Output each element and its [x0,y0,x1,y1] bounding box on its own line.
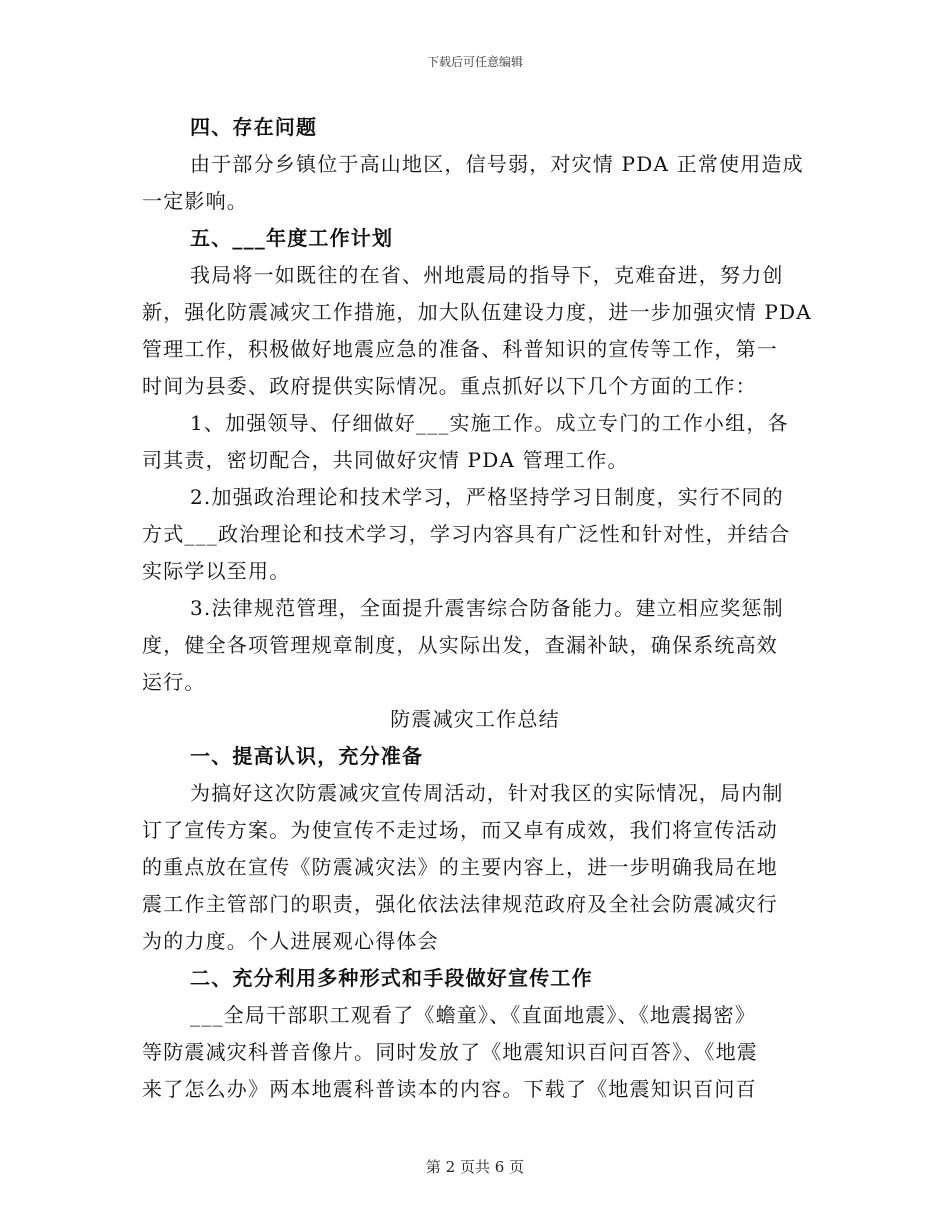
paragraph-line: 2.加强政治理论和技术学习，严格坚持学习日制度，实行不同的 [190,485,784,509]
section-heading-awareness: 一、提高认识，充分准备 [190,744,424,768]
paragraph-line: 实际学以至用。 [142,559,291,583]
paragraph-line: 1、加强领导、仔细做好___实施工作。成立专门的工作小组，各 [190,411,789,435]
paragraph-line: ___全局干部职工观看了《蟾童》、《直面地震》、《地震揭密》 [190,1003,756,1027]
paragraph-line: 时间为县委、政府提供实际情况。重点抓好以下几个方面的工作： [142,374,757,398]
paragraph-line: 的重点放在宣传《防震减灾法》的主要内容上，进一步明确我局在地 [142,855,778,879]
page-footer: 第 2 页共 6 页 [425,1158,525,1176]
paragraph-line: 3.法律规范管理，全面提升震害综合防备能力。建立相应奖惩制 [190,596,784,620]
section-heading-plan: 五、___年度工作计划 [190,226,394,250]
paragraph-line: 为的力度。个人进展观心得体会 [142,929,439,953]
document-title: 防震减灾工作总结 [390,707,560,731]
paragraph-line: 等防震减灾科普音像片。同时发放了《地震知识百问百答》、《地震 [142,1040,758,1064]
paragraph-line: 运行。 [142,670,206,694]
paragraph-line: 新，强化防震减灾工作措施，加大队伍建设力度，进一步加强灾情 PDA [142,300,812,324]
paragraph-line: 订了宣传方案。为使宣传不走过场，而又卓有成效，我们将宣传活动 [142,818,778,842]
paragraph-line: 为搞好这次防震减灾宣传周活动，针对我区的实际情况，局内制 [190,781,784,805]
paragraph-line: 管理工作，积极做好地震应急的准备、科普知识的宣传等工作，第一 [142,337,778,361]
paragraph-line: 震工作主管部门的职责，强化依法法律规范政府及全社会防震减灾行 [142,892,778,916]
paragraph-line: 我局将一如既往的在省、州地震局的指导下，克难奋进，努力创 [190,263,784,287]
paragraph-line: 方式___政治理论和技术学习，学习内容具有广泛性和针对性，并结合 [142,522,791,546]
paragraph-line: 来了怎么办》两本地震科普读本的内容。下载了《地震知识百问百 [142,1077,757,1101]
paragraph-line: 度，健全各项管理规章制度，从实际出发，查漏补缺，确保系统高效 [142,633,778,657]
paragraph-line: 一定影响。 [142,189,248,213]
section-heading-publicity: 二、充分利用多种形式和手段做好宣传工作 [190,966,593,990]
section-heading-problems: 四、存在问题 [190,115,318,139]
paragraph-line: 司其责，密切配合，共同做好灾情 PDA 管理工作。 [142,448,629,472]
page-header: 下载后可任意编辑 [426,55,523,69]
paragraph-line: 由于部分乡镇位于高山地区，信号弱，对灾情 PDA 正常使用造成 [190,152,804,176]
